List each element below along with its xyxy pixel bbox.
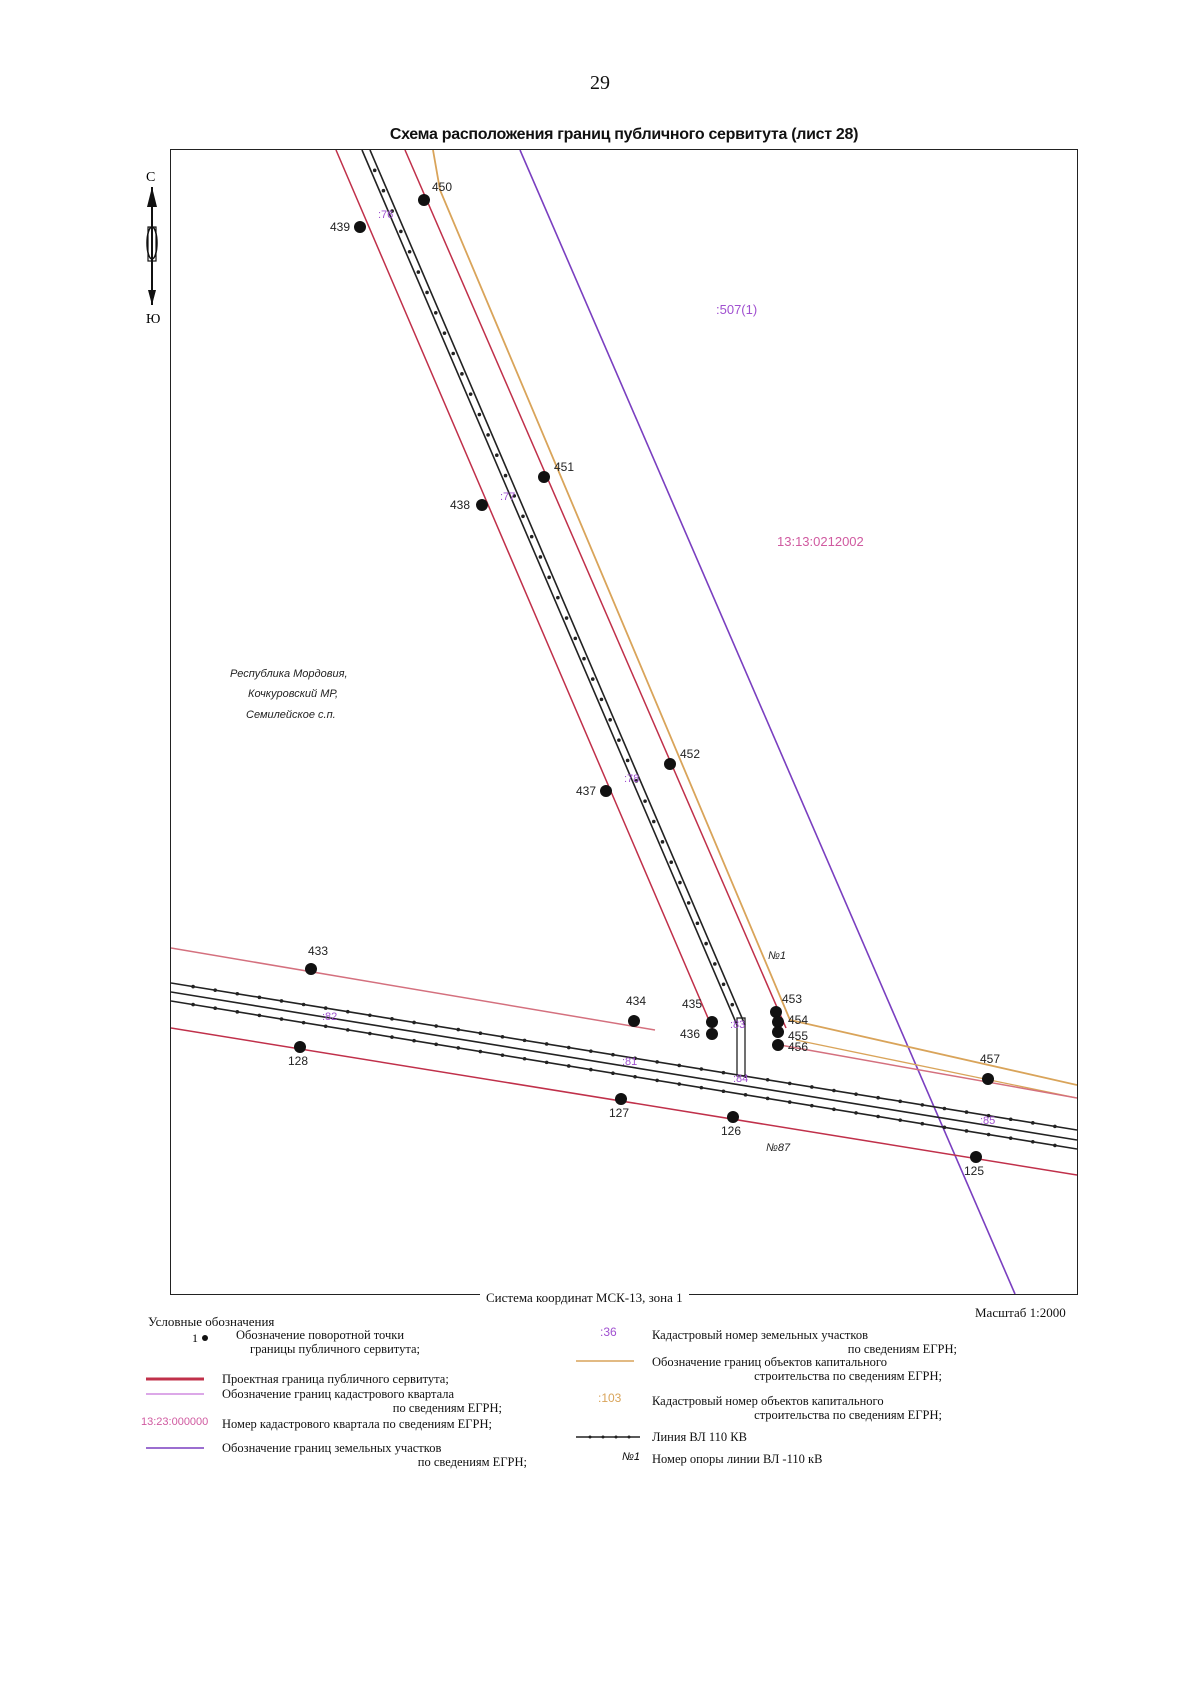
turn-point-453	[770, 1006, 782, 1018]
turn-point-437	[600, 785, 612, 797]
legend-parcel-number-sample: :36	[600, 1325, 617, 1339]
legend-quarter-number-sample: 13:23:000000	[141, 1416, 209, 1428]
turn-point-435	[706, 1016, 718, 1028]
legend-point-sample: 1	[192, 1331, 198, 1345]
parcel-label-83: :83	[730, 1019, 746, 1031]
turn-point-label-451: 451	[554, 460, 575, 474]
legend-turn-point-text: Обозначение поворотной точки границы публичного сервитута;	[236, 1328, 420, 1356]
turn-point-label-434: 434	[626, 994, 647, 1008]
turn-point-label-436: 436	[680, 1027, 701, 1041]
power-line-diagonal-a	[362, 150, 737, 1025]
legend-quarter-number-text: Номер кадастрового квартала по сведениям ЕГРН;	[222, 1417, 492, 1431]
turn-point-128	[294, 1041, 306, 1053]
legend-pole-sample: №1	[622, 1451, 641, 1463]
capital-border-line	[433, 150, 1077, 1085]
map-title: Схема расположения границ публичного сервитута (лист 28)	[389, 126, 859, 143]
coordinate-system: Система координат МСК-13, зона 1	[480, 1290, 689, 1306]
region-label-3: Семилейское с.п.	[246, 709, 336, 721]
power-line-ticks	[191, 169, 1056, 1148]
region-label-2: Кочкуровский МР,	[248, 688, 339, 700]
parcel-label-76: :76	[378, 209, 394, 221]
legend-title: Условные обозначения	[148, 1314, 275, 1329]
page-number: 29	[590, 72, 610, 94]
turn-point-label-127: 127	[609, 1106, 630, 1120]
turn-point-126	[727, 1111, 739, 1123]
turn-point-label-457: 457	[980, 1052, 1001, 1066]
turn-point-125	[970, 1151, 982, 1163]
legend-quarter-text: Обозначение границ кадастрового квартала по сведениям ЕГРН;	[222, 1387, 502, 1415]
pole-label-87: №87	[766, 1142, 791, 1154]
legend-pole-text: Номер опоры линии ВЛ -110 кВ	[652, 1452, 823, 1466]
turn-point-label-435: 435	[682, 997, 703, 1011]
servitude-border-left	[336, 150, 714, 1032]
turn-point-127	[615, 1093, 627, 1105]
servitude-border-top-right	[780, 1045, 1077, 1098]
parcel-label-77: :77	[500, 491, 516, 503]
compass-south-label: Ю	[146, 312, 161, 325]
turn-point-label-126: 126	[721, 1124, 742, 1138]
turn-point-450	[418, 194, 430, 206]
turn-point-label-438: 438	[450, 498, 471, 512]
quarter-number-label: 13:13:0212002	[777, 534, 864, 549]
turn-point-452	[664, 758, 676, 770]
legend-power-line-text: Линия ВЛ 110 КВ	[652, 1430, 747, 1444]
turn-point-label-454: 454	[788, 1013, 809, 1027]
capital-border-line-2	[796, 1040, 1077, 1098]
power-line-diagonal-b	[370, 150, 745, 1025]
turn-point-434	[628, 1015, 640, 1027]
legend-capital-number-sample: :103	[598, 1391, 622, 1405]
turn-point-436	[706, 1028, 718, 1040]
turn-point-455	[772, 1026, 784, 1038]
turn-point-label-456: 456	[788, 1040, 809, 1054]
legend-parcel-text: Обозначение границ земельных участков по сведениям ЕГРН;	[222, 1441, 527, 1469]
turn-point-label-437: 437	[576, 784, 597, 798]
power-line-horizontal-c	[171, 1001, 1077, 1149]
legend-capital-border-text: Обозначение границ объектов капитального строительства по сведениям ЕГРН;	[652, 1355, 942, 1383]
parcel-label-84: :84	[733, 1073, 749, 1085]
turn-point-433	[305, 963, 317, 975]
turn-point-label-128: 128	[288, 1054, 309, 1068]
turn-point-label-450: 450	[432, 180, 453, 194]
turn-point-label-455: 455	[788, 1029, 809, 1043]
legend-parcel-number-text: Кадастровый номер земельных участков по сведениям ЕГРН;	[652, 1328, 957, 1356]
turn-point-451	[538, 471, 550, 483]
turn-point-label-125: 125	[964, 1164, 985, 1178]
servitude-border-top	[171, 948, 655, 1030]
map-scale: Масштаб 1:2000	[975, 1305, 1066, 1320]
parcel-number-label: :507(1)	[716, 302, 758, 317]
turn-point-457	[982, 1073, 994, 1085]
pole-label-1: №1	[768, 950, 787, 962]
legend-capital-number-text: Кадастровый номер объектов капитального строительства по сведениям ЕГРН;	[652, 1394, 942, 1422]
turn-point-label-439: 439	[330, 220, 351, 234]
parcel-label-85: :85	[980, 1115, 996, 1127]
servitude-border-right	[405, 150, 786, 1028]
turn-point-label-452: 452	[680, 747, 701, 761]
turn-point-456	[772, 1039, 784, 1051]
turn-point-438	[476, 499, 488, 511]
parcel-label-82: :82	[322, 1011, 338, 1023]
parcel-labels	[322, 209, 995, 1127]
parcel-border-line	[520, 150, 1015, 1294]
legend-servitude-text: Проектная граница публичного сервитута;	[222, 1372, 449, 1386]
turn-point-label-433: 433	[308, 944, 329, 958]
region-label-1: Республика Мордовия,	[230, 668, 348, 680]
turn-point-label-453: 453	[782, 992, 803, 1006]
parcel-label-81: :81	[622, 1056, 638, 1068]
compass-north-label: С	[146, 170, 156, 185]
turn-point-439	[354, 221, 366, 233]
parcel-label-78: :78	[624, 773, 640, 785]
